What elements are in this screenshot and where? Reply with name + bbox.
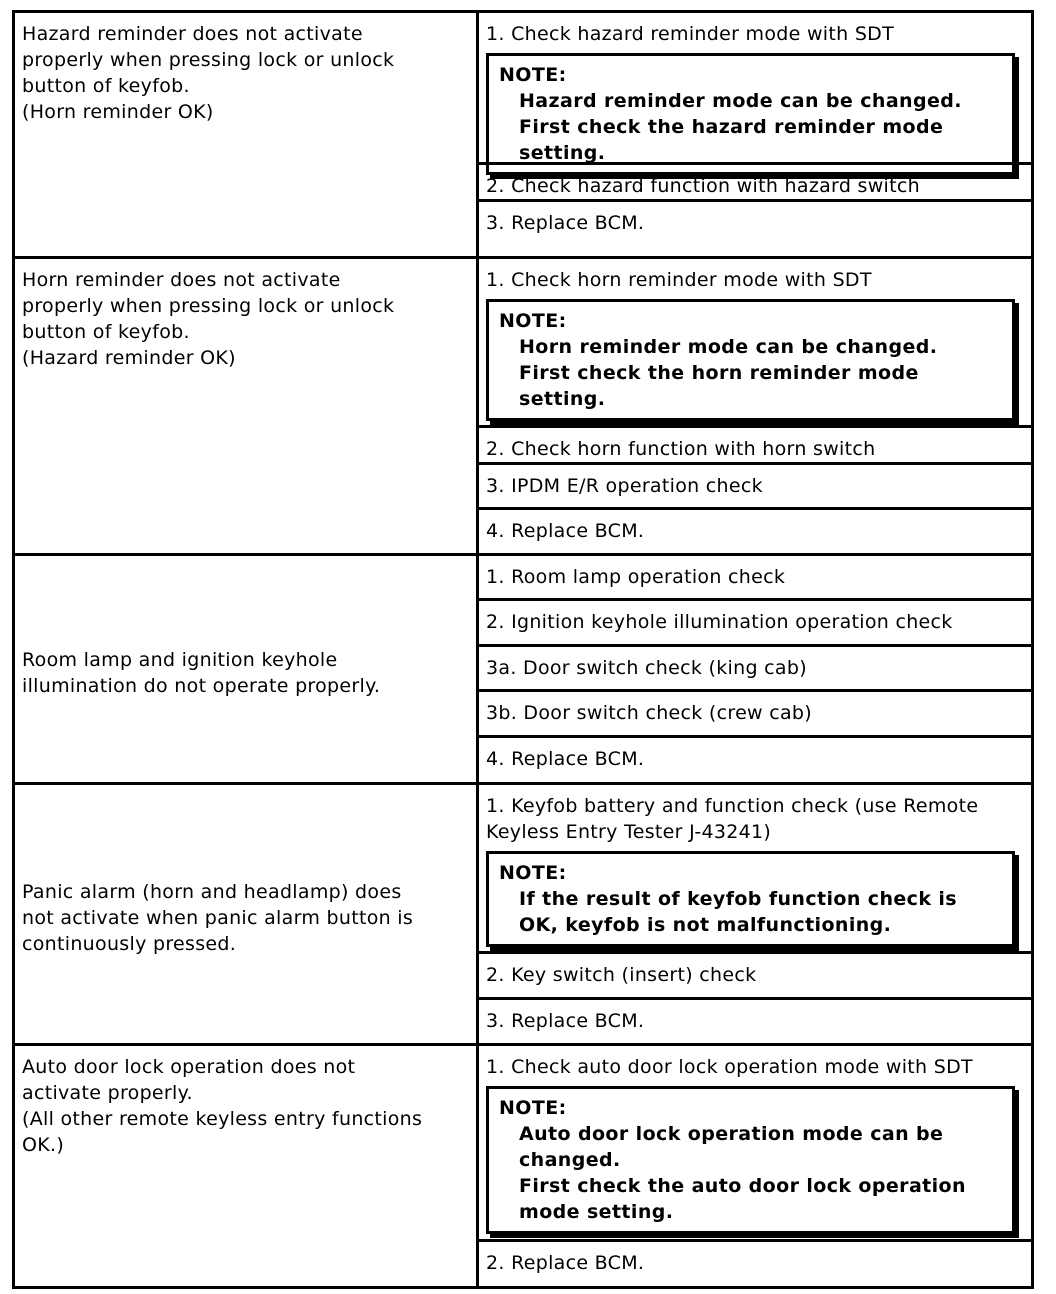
- step-item: [479, 692, 1031, 738]
- step-text: 1. Keyfob battery and function check (use Remote: [486, 795, 979, 817]
- symptom-line: (Horn reminder OK): [22, 101, 214, 123]
- step-item: [479, 13, 1031, 165]
- symptom-cell: [14, 12, 478, 258]
- steps-cell: [478, 784, 1033, 1045]
- step-item: [479, 954, 1031, 1000]
- diagnosis-table: [12, 10, 1034, 1289]
- step-text: 2. Key switch (insert) check: [486, 964, 757, 986]
- step-item: [479, 259, 1031, 428]
- step-item: [479, 1046, 1031, 1242]
- note-label: NOTE:: [499, 862, 567, 884]
- symptom-line: Hazard reminder does not activate: [22, 23, 363, 45]
- symptom-cell: [14, 1045, 478, 1288]
- symptom-cell: [14, 784, 478, 1045]
- note-box: [486, 53, 1015, 175]
- step-text: 1. Room lamp operation check: [486, 566, 786, 588]
- symptom-line: Room lamp and ignition keyhole: [22, 649, 338, 671]
- note-line: mode setting.: [519, 1201, 674, 1223]
- symptom-line: Auto door lock operation does not: [22, 1056, 356, 1078]
- step-item: [479, 1000, 1031, 1043]
- note-line: changed.: [519, 1149, 621, 1171]
- steps-cell: [478, 555, 1033, 784]
- step-text: 3. Replace BCM.: [486, 1010, 645, 1032]
- symptom-line: (Hazard reminder OK): [22, 347, 236, 369]
- symptom-line: (All other remote keyless entry functions: [22, 1108, 423, 1130]
- symptom-cell: [14, 555, 478, 784]
- step-text: 4. Replace BCM.: [486, 748, 645, 770]
- step-item: [479, 601, 1031, 647]
- note-box: [486, 1086, 1015, 1234]
- symptom-line: illumination do not operate properly.: [22, 675, 381, 697]
- note-line: First check the auto door lock operation: [519, 1175, 966, 1197]
- step-text: 3. Replace BCM.: [486, 212, 645, 234]
- step-item: [479, 465, 1031, 510]
- step-item: [479, 738, 1031, 782]
- step-text: 1. Check hazard reminder mode with SDT: [486, 23, 895, 45]
- note-line: OK, keyfob is not malfunctioning.: [519, 914, 892, 936]
- table-row: [14, 1045, 1033, 1288]
- step-text: 1. Check auto door lock operation mode with SDT: [486, 1056, 973, 1078]
- symptom-line: button of keyfob.: [22, 321, 190, 343]
- step-text: 2. Ignition keyhole illumination operation check: [486, 611, 953, 633]
- note-line: setting.: [519, 142, 606, 164]
- step-item: [479, 1242, 1031, 1286]
- symptom-cell: [14, 258, 478, 555]
- steps-cell: [478, 258, 1033, 555]
- table-row: [14, 555, 1033, 784]
- symptom-line: OK.): [22, 1134, 65, 1156]
- steps-cell: [478, 1045, 1033, 1288]
- step-item: [479, 428, 1031, 465]
- symptom-line: not activate when panic alarm button is: [22, 907, 414, 929]
- step-text: 3b. Door switch check (crew cab): [486, 702, 813, 724]
- step-text: 4. Replace BCM.: [486, 520, 645, 542]
- symptom-line: button of keyfob.: [22, 75, 190, 97]
- table-row: [14, 258, 1033, 555]
- note-label: NOTE:: [499, 310, 567, 332]
- symptom-line: Panic alarm (horn and headlamp) does: [22, 881, 402, 903]
- step-item: [479, 165, 1031, 202]
- symptom-line: properly when pressing lock or unlock: [22, 295, 395, 317]
- step-item: [479, 647, 1031, 692]
- note-box: [486, 299, 1015, 421]
- symptom-line: Horn reminder does not activate: [22, 269, 341, 291]
- symptom-line: continuously pressed.: [22, 933, 237, 955]
- note-line: Horn reminder mode can be changed.: [519, 336, 938, 358]
- note-line: Hazard reminder mode can be changed.: [519, 90, 962, 112]
- step-text: 2. Replace BCM.: [486, 1252, 645, 1274]
- step-text: 3a. Door switch check (king cab): [486, 657, 807, 679]
- note-line: Auto door lock operation mode can be: [519, 1123, 944, 1145]
- symptom-line: activate properly.: [22, 1082, 193, 1104]
- step-text: 2. Check hazard function with hazard switch: [486, 175, 920, 197]
- step-text: 3. IPDM E/R operation check: [486, 475, 763, 497]
- note-box: [486, 851, 1015, 947]
- note-line: First check the horn reminder mode: [519, 362, 919, 384]
- step-item: [479, 785, 1031, 954]
- step-item: [479, 556, 1031, 601]
- step-item: [479, 202, 1031, 238]
- step-text: 2. Check horn function with horn switch: [486, 438, 876, 460]
- symptom-line: properly when pressing lock or unlock: [22, 49, 395, 71]
- steps-cell: [478, 12, 1033, 258]
- table-row: [14, 784, 1033, 1045]
- step-text-cont: Keyless Entry Tester J-43241): [486, 821, 772, 843]
- table-row: [14, 12, 1033, 258]
- step-item: [479, 510, 1031, 553]
- note-line: setting.: [519, 388, 606, 410]
- note-label: NOTE:: [499, 64, 567, 86]
- note-label: NOTE:: [499, 1097, 567, 1119]
- note-line: If the result of keyfob function check is: [519, 888, 958, 910]
- step-text: 1. Check horn reminder mode with SDT: [486, 269, 872, 291]
- note-line: First check the hazard reminder mode: [519, 116, 944, 138]
